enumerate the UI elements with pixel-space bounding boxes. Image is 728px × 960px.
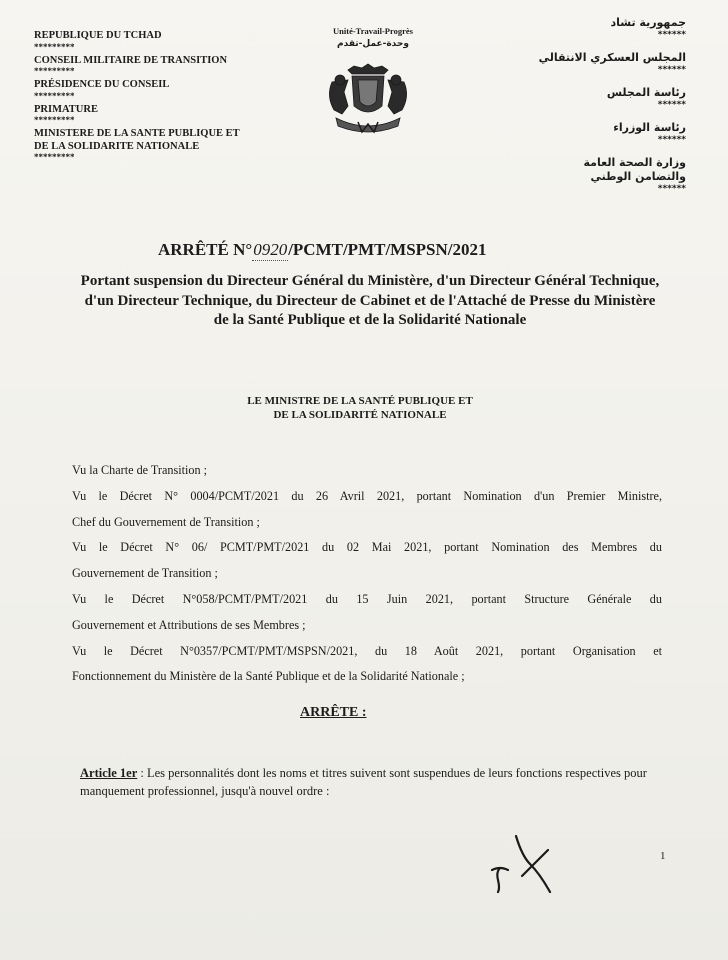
letterhead-line: DE LA SOLIDARITE NATIONALE — [34, 140, 200, 152]
letterhead-stars: ****** — [657, 65, 686, 75]
visa-line: Vu le Décret N° 06/ PCMT/PMT/2021 du 02 Mai 2021, portant Nomination des Membres du — [72, 540, 662, 555]
letterhead-stars: ****** — [657, 184, 686, 194]
article-1 — [80, 764, 670, 800]
right-letterhead-arabic — [486, 16, 686, 205]
letterhead-line: CONSEIL MILITAIRE DE TRANSITION — [34, 54, 228, 66]
letterhead-stars: ********* — [34, 152, 75, 162]
letterhead-line: PRÉSIDENCE DU CONSEIL — [34, 79, 170, 90]
arrete-heading: ARRÊTE : — [300, 705, 367, 720]
visa-line: Vu la Charte de Transition ; — [72, 463, 208, 477]
visa-line: Vu le Décret N°0357/PCMT/PMT/MSPSN/2021, du 18 Août 2021, portant Organisation et — [72, 643, 662, 658]
article-1-label: Article 1er — [80, 766, 138, 780]
visa-line: Gouvernement et Attributions de ses Membres ; — [72, 617, 306, 632]
decree-subtitle: Portant suspension du Directeur Général du Ministère, d'un Directeur Général Technique, d'un Directeur Technique, du Directeur de Cabinet et de l'Attaché de Presse du Ministère de la Santé Publique et de la Solidarité Nationale — [80, 273, 660, 328]
coat-of-arms-icon — [318, 62, 418, 140]
visas-section — [72, 458, 662, 690]
visa-line: Chef du Gouvernement de Transition ; — [72, 514, 260, 529]
visa-line: Vu le Décret N°058/PCMT/PMT/2021 du 15 Juin 2021, portant Structure Générale du — [72, 591, 662, 606]
decree-title — [158, 240, 487, 261]
letterhead-stars: ****** — [657, 135, 686, 145]
letterhead-line: المجلس العسكري الانتقالي — [538, 51, 686, 64]
minister-line: DE LA SOLIDARITÉ NATIONALE — [273, 409, 447, 421]
letterhead-line: جمهورية تشاد — [610, 16, 686, 29]
minister-heading — [160, 394, 560, 422]
page-number: 1 — [660, 850, 666, 862]
letterhead-line: والتضامن الوطني — [590, 170, 686, 183]
signature-mark-icon — [478, 826, 568, 896]
letterhead-line: رئاسة المجلس — [606, 86, 686, 99]
letterhead-stars: ********* — [34, 115, 75, 125]
visa-line: Vu le Décret N° 0004/PCMT/2021 du 26 Avril 2021, portant Nomination d'un Premier Ministre, — [72, 488, 662, 503]
letterhead-line: رئاسة الوزراء — [613, 121, 686, 134]
letterhead-stars: ********* — [34, 90, 75, 101]
left-letterhead — [34, 30, 294, 165]
visa-line: Fonctionnement du Ministère de la Santé Publique et de la Solidarité Nationale ; — [72, 669, 465, 684]
motto-arabic: وحدة-عمل-تقدم — [337, 39, 409, 49]
letterhead-stars: ****** — [657, 100, 686, 110]
letterhead-line: REPUBLIQUE DU TCHAD — [34, 30, 162, 41]
national-motto — [318, 26, 428, 49]
letterhead-line: وزارة الصحة العامة — [583, 156, 686, 169]
visa-line: Gouvernement de Transition ; — [72, 566, 218, 581]
decree-title-prefix: ARRÊTÉ N° — [158, 240, 253, 259]
decree-title-suffix: /PCMT/PMT/MSPSN/2021 — [288, 240, 487, 259]
letterhead-stars: ********* — [34, 66, 75, 76]
article-1-text: : Les personnalités dont les noms et titres suivent sont suspendues de leurs fonctions respectives pour manquement professionnel, jusqu'à nouvel ordre : — [80, 766, 647, 798]
letterhead-line: PRIMATURE — [34, 103, 98, 115]
letterhead-stars: ********* — [34, 41, 75, 52]
motto-french: Unité-Travail-Progrès — [333, 26, 413, 36]
minister-line: LE MINISTRE DE LA SANTÉ PUBLIQUE ET — [247, 395, 473, 407]
decree-number: 0920 — [253, 240, 288, 259]
letterhead-line: MINISTERE DE LA SANTE PUBLIQUE ET — [34, 128, 240, 139]
letterhead-stars: ****** — [657, 30, 686, 40]
